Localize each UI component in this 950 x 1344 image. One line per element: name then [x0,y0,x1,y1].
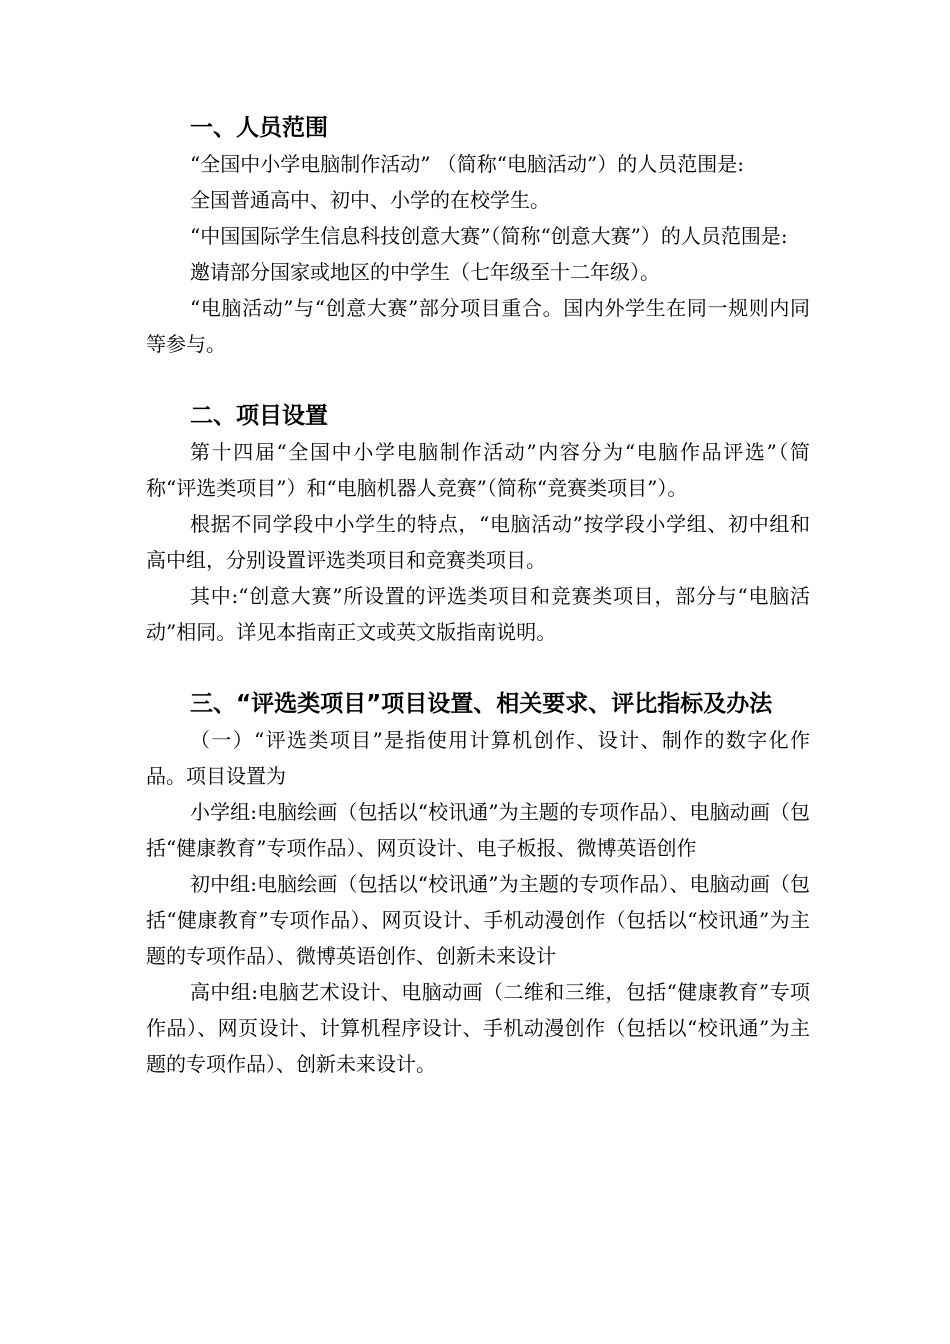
paragraph: 小学组:电脑绘画（包括以“校讯通”为主题的专项作品）、电脑动画（包括“健康教育”专项作品）、网页设计、电子板报、微博英语创作 [146,800,810,860]
paragraph: “全国中小学电脑制作活动” （简称“电脑活动”）的人员范围是: [190,152,744,176]
paragraph: “中国国际学生信息科技创意大赛”（简称“创意大赛”）的人员范围是: [190,224,788,248]
paragraph: “电脑活动”与“创意大赛”部分项目重合。国内外学生在同一规则内同等参与。 [146,296,810,356]
section-heading-evaluation-projects: 三、“评选类项目”项目设置、相关要求、评比指标及办法 [190,691,773,717]
paragraph: （一）“评选类项目”是指使用计算机创作、设计、制作的数字化作品。项目设置为 [146,728,810,788]
section-spacer [146,362,810,398]
paragraph: 全国普通高中、初中、小学的在校学生。 [190,188,550,212]
document-body [146,110,810,1082]
paragraph: 第十四届“全国中小学电脑制作活动”内容分为“电脑作品评选”（简称“评选类项目”）和“电脑机器人竞赛”（简称“竞赛类项目”）。 [146,440,810,500]
paragraph: 邀请部分国家或地区的中学生（七年级至十二年级）。 [190,260,660,284]
paragraph: 其中:“创意大赛”所设置的评选类项目和竞赛类项目，部分与“电脑活动”相同。详见本指南正文或英文版指南说明。 [146,584,810,644]
section-heading-personnel-scope: 一、人员范围 [190,115,328,141]
paragraph: 高中组:电脑艺术设计、电脑动画（二维和三维，包括“健康教育”专项作品）、网页设计、计算机程序设计、手机动漫创作（包括以“校讯通”为主题的专项作品）、创新未来设计。 [146,980,810,1076]
section-heading-project-settings: 二、项目设置 [190,403,328,429]
paragraph: 根据不同学段中小学生的特点，“电脑活动”按学段小学组、初中组和高中组，分别设置评选类项目和竞赛类项目。 [146,512,810,572]
paragraph: 初中组:电脑绘画（包括以“校讯通”为主题的专项作品）、电脑动画（包括“健康教育”专项作品）、网页设计、手机动漫创作（包括以“校讯通”为主题的专项作品）、微博英语创作、创新未来设计 [146,872,810,968]
section-spacer [146,650,810,686]
